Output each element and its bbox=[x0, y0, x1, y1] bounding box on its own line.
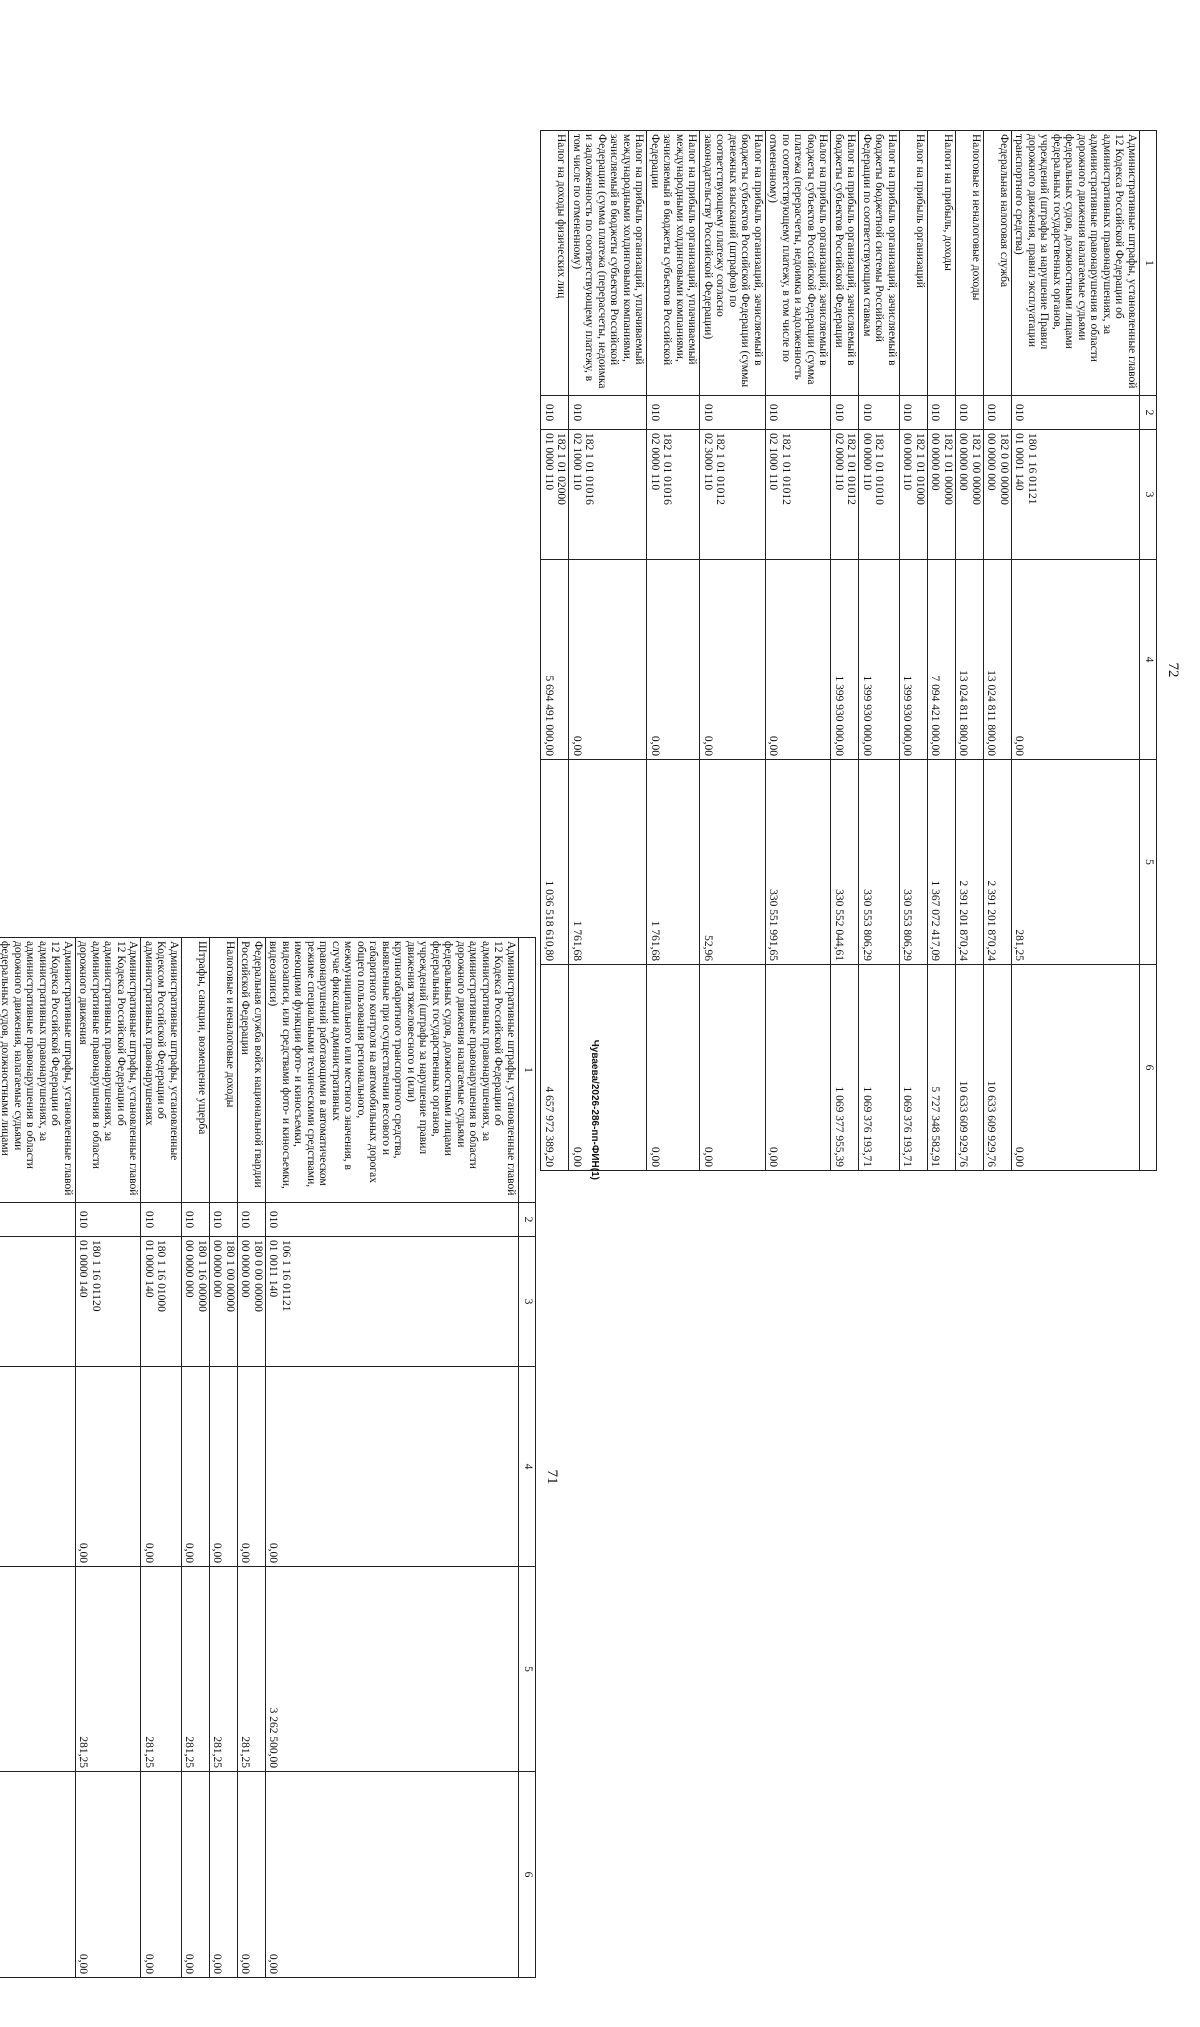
approved-amount-cell: 0,00 bbox=[569, 560, 647, 760]
table-row bbox=[766, 131, 832, 1171]
table-row bbox=[1012, 131, 1140, 1171]
line-code-cell: 010 bbox=[859, 396, 900, 430]
unexecuted-amount-cell: 0,00 bbox=[266, 1772, 519, 1978]
description-cell: Федеральная налоговая служба bbox=[984, 131, 1012, 396]
unexecuted-amount-cell: 0,00 bbox=[766, 965, 832, 1171]
executed-amount-cell: 2 391 201 870,24 bbox=[956, 760, 984, 965]
table-row bbox=[182, 938, 210, 1978]
unexecuted-amount-cell: 0,00 bbox=[141, 1772, 182, 1978]
budget-code-cell: 180 1 16 01121 01 0001 140 bbox=[1012, 430, 1140, 560]
approved-amount-cell: 0,00 bbox=[238, 1367, 266, 1567]
approved-amount-cell: 1 399 930 000,00 bbox=[900, 560, 928, 760]
approved-amount-cell: 7 094 421 000,00 bbox=[928, 560, 956, 760]
executed-amount-cell: 281,25 bbox=[76, 1567, 142, 1772]
approved-amount-cell: 0,00 bbox=[141, 1367, 182, 1567]
table-body bbox=[541, 131, 1140, 1171]
executed-amount-cell: 1 036 518 610,80 bbox=[541, 760, 569, 965]
executed-amount-cell: 1 761,68 bbox=[647, 760, 700, 965]
description-cell: Административные штрафы, установленные главой 12 Кодекса Российской Федерации об административных правонарушениях, за административные правонарушения в области дорожного движения налагаемые судьями федеральных судов, должностными лицами федеральных государственных органов, учреждений (штрафы за нарушение Правил дорожного движения, правил эксплуатации транспортного средства) bbox=[1012, 131, 1140, 396]
unexecuted-amount-cell: 0,00 bbox=[210, 1772, 238, 1978]
approved-amount-cell: 0,00 bbox=[700, 560, 766, 760]
line-code-cell: 010 bbox=[76, 1203, 142, 1237]
budget-code-cell: 182 1 01 01010 00 0000 110 bbox=[859, 430, 900, 560]
description-cell: Налоговые и неналоговые доходы bbox=[956, 131, 984, 396]
line-code-cell: 010 bbox=[266, 1203, 519, 1237]
executed-amount-cell: 3 262 500,00 bbox=[266, 1567, 519, 1772]
approved-amount-cell: 0,00 bbox=[182, 1367, 210, 1567]
unexecuted-amount-cell: 5 727 348 582,91 bbox=[928, 965, 956, 1171]
budget-code-cell: 182 1 01 01000 00 0000 110 bbox=[900, 430, 928, 560]
col-header-2: 2 bbox=[1140, 396, 1157, 430]
description-cell: Налоги на прибыль, доходы bbox=[928, 131, 956, 396]
executed-amount-cell: 1 761,68 bbox=[569, 760, 647, 965]
budget-code-cell: 180 1 16 00000 00 0000 000 bbox=[182, 1237, 210, 1367]
table-row bbox=[76, 938, 142, 1978]
unexecuted-amount-cell: 0,00 bbox=[182, 1772, 210, 1978]
approved-amount-cell: 13 024 811 800,00 bbox=[956, 560, 984, 760]
col-header-5: 5 bbox=[519, 1567, 536, 1772]
description-cell: Налог на прибыль организаций, зачисляемый в бюджеты субъектов Российской Федерации (сумма платежа (перерасчеты, недоимка и задолженность по соответствующему платежу, в том числе по отмененному) bbox=[766, 131, 832, 396]
line-code-cell: 010 bbox=[210, 1203, 238, 1237]
description-cell: Налог на прибыль организаций, уплачиваемый международными холдинговыми компаниями, зачисляемый в бюджеты субъектов Российской Федерации (сумма платежа (перерасчеты, недоимка и задолженность по соответствующему платежу, в том числе по отмененному) bbox=[569, 131, 647, 396]
table-row bbox=[647, 131, 700, 1171]
line-code-cell: 010 bbox=[182, 1203, 210, 1237]
document-page-71 bbox=[0, 927, 564, 2027]
approved-amount-cell bbox=[0, 1367, 76, 1567]
budget-code-cell: 182 1 01 02000 01 0000 110 bbox=[541, 430, 569, 560]
unexecuted-amount-cell bbox=[0, 1772, 76, 1978]
table-row bbox=[569, 131, 647, 1171]
description-cell: Штрафы, санкции, возмещение ущерба bbox=[182, 938, 210, 1203]
table-row bbox=[700, 131, 766, 1171]
unexecuted-amount-cell: 4 657 972 389,20 bbox=[541, 965, 569, 1171]
col-header-6: 6 bbox=[1140, 965, 1157, 1171]
unexecuted-amount-cell: 1 069 376 193,71 bbox=[859, 965, 900, 1171]
description-cell: Административные штрафы, установленные Кодексом Российской Федерации об административных правонарушениях bbox=[141, 938, 182, 1203]
table-row bbox=[141, 938, 182, 1978]
executed-amount-cell: 2 391 201 870,24 bbox=[984, 760, 1012, 965]
description-cell: Налог на доходы физических лиц bbox=[541, 131, 569, 396]
budget-code-cell: 180 1 16 01000 01 0000 140 bbox=[141, 1237, 182, 1367]
table-row bbox=[984, 131, 1012, 1171]
line-code-cell: 010 bbox=[984, 396, 1012, 430]
budget-code-cell: 180 1 00 00000 00 0000 000 bbox=[210, 1237, 238, 1367]
line-code-cell: 010 bbox=[928, 396, 956, 430]
budget-code-cell bbox=[0, 1237, 76, 1367]
table-row bbox=[541, 131, 569, 1171]
budget-code-cell: 182 1 01 00000 00 0000 000 bbox=[928, 430, 956, 560]
line-code-cell: 010 bbox=[956, 396, 984, 430]
line-code-cell: 010 bbox=[141, 1203, 182, 1237]
executed-amount-cell: 330 552 044,61 bbox=[831, 760, 859, 965]
executed-amount-cell: 330 553 806,29 bbox=[900, 760, 928, 965]
unexecuted-amount-cell: 10 633 609 929,76 bbox=[956, 965, 984, 1171]
executed-amount-cell: 330 551 991,65 bbox=[766, 760, 832, 965]
unexecuted-amount-cell: 0,00 bbox=[76, 1772, 142, 1978]
line-code-cell: 010 bbox=[647, 396, 700, 430]
executed-amount-cell: 281,25 bbox=[238, 1567, 266, 1772]
col-header-2: 2 bbox=[519, 1203, 536, 1237]
header-row bbox=[1140, 131, 1157, 1171]
approved-amount-cell: 0,00 bbox=[210, 1367, 238, 1567]
description-cell: Административные штрафы, установленные главой 12 Кодекса Российской Федерации об административных правонарушениях, за административные правонарушения в области дорожного движения налагаемые судьями федеральных судов, должностными лицами федеральных государственных органов, учреждений (штрафы за нарушение правил движения тяжеловесного и (или) крупногабаритного транспортного средства, выявленные при осуществлении весового и габаритного контроля на автомобильных дорогах общего пользования регионального, межмуниципального или местного значения, в случае фиксации административных правонарушений работающими в автоматическом режиме специальными техническими средствами, имеющими функции фото- и киносъемки, видеозаписи, или средствами фото- и киносъемки, видеозаписи) bbox=[266, 938, 519, 1203]
col-header-1: 1 bbox=[1140, 131, 1157, 396]
executed-amount-cell: 330 553 806,29 bbox=[859, 760, 900, 965]
budget-code-cell: 182 1 01 01012 02 0000 110 bbox=[831, 430, 859, 560]
budget-table bbox=[0, 937, 536, 1978]
budget-code-cell: 182 1 01 01012 02 3000 110 bbox=[700, 430, 766, 560]
approved-amount-cell: 0,00 bbox=[766, 560, 832, 760]
table-row bbox=[831, 131, 859, 1171]
col-header-3: 3 bbox=[519, 1237, 536, 1367]
budget-code-cell: 182 1 01 01012 02 1000 110 bbox=[766, 430, 832, 560]
header-row bbox=[519, 938, 536, 1978]
budget-code-cell: 180 1 16 01120 01 0000 140 bbox=[76, 1237, 142, 1367]
unexecuted-amount-cell: 0,00 bbox=[569, 965, 647, 1171]
description-cell: Налог на прибыль организаций, зачисляемый в бюджеты субъектов Российской Федерации bbox=[831, 131, 859, 396]
description-cell: Налог на прибыль организаций, зачисляемый в бюджеты бюджетной системы Российской Федерации по соответствующим ставкам bbox=[859, 131, 900, 396]
executed-amount-cell: 281,25 bbox=[141, 1567, 182, 1772]
col-header-6: 6 bbox=[519, 1772, 536, 1978]
line-code-cell: 010 bbox=[541, 396, 569, 430]
table-row bbox=[956, 131, 984, 1171]
col-header-1: 1 bbox=[519, 938, 536, 1203]
page-number: 72 bbox=[1165, 662, 1181, 678]
description-cell: Федеральная служба войск национальной гвардии Российской Федерации bbox=[238, 938, 266, 1203]
document-footer: Чуваева/2026-286-пп-ФИН(1) bbox=[589, 1039, 600, 1180]
unexecuted-amount-cell: 10 633 609 929,76 bbox=[984, 965, 1012, 1171]
description-cell: Налог на прибыль организаций bbox=[900, 131, 928, 396]
approved-amount-cell: 1 399 930 000,00 bbox=[831, 560, 859, 760]
executed-amount-cell: 1 367 072 417,09 bbox=[928, 760, 956, 965]
unexecuted-amount-cell: 0,00 bbox=[647, 965, 700, 1171]
description-cell: Налог на прибыль организаций, уплачиваемый международными холдинговыми компаниями, зачисляемый в бюджеты субъектов Российской Федерации bbox=[647, 131, 700, 396]
table-row bbox=[266, 938, 519, 1978]
unexecuted-amount-cell: 0,00 bbox=[700, 965, 766, 1171]
table-row bbox=[238, 938, 266, 1978]
document-page-72 bbox=[543, 120, 1185, 1220]
executed-amount-cell: 52,96 bbox=[700, 760, 766, 965]
budget-table bbox=[541, 130, 1158, 1171]
budget-code-cell: 182 0 00 00000 00 0000 000 bbox=[984, 430, 1012, 560]
unexecuted-amount-cell: 1 069 376 193,71 bbox=[900, 965, 928, 1171]
table-row bbox=[900, 131, 928, 1171]
approved-amount-cell: 5 694 491 000,00 bbox=[541, 560, 569, 760]
unexecuted-amount-cell: 0,00 bbox=[1012, 965, 1140, 1171]
table-row bbox=[859, 131, 900, 1171]
line-code-cell: 010 bbox=[238, 1203, 266, 1237]
approved-amount-cell: 13 024 811 800,00 bbox=[984, 560, 1012, 760]
description-cell: Налог на прибыль организаций, зачисляемый в бюджеты субъектов Российской Федерации (суммы денежных взысканий (штрафов) по соответствующему платежу согласно законодательству Российской Федерации) bbox=[700, 131, 766, 396]
table-row bbox=[210, 938, 238, 1978]
table-row bbox=[0, 938, 76, 1978]
line-code-cell: 010 bbox=[700, 396, 766, 430]
line-code-cell: 010 bbox=[569, 396, 647, 430]
budget-code-cell: 182 1 01 01016 02 0000 110 bbox=[647, 430, 700, 560]
line-code-cell: 010 bbox=[900, 396, 928, 430]
line-code-cell bbox=[0, 1203, 76, 1237]
description-cell: Административные штрафы, установленные главой 12 Кодекса Российской Федерации об административных правонарушениях, за административные правонарушения в области дорожного движения, налагаемые судьями федеральных судов, должностными лицами bbox=[0, 938, 76, 1203]
budget-code-cell: 182 1 01 01016 02 1000 110 bbox=[569, 430, 647, 560]
unexecuted-amount-cell: 1 069 377 955,39 bbox=[831, 965, 859, 1171]
line-code-cell: 010 bbox=[1012, 396, 1140, 430]
budget-code-cell: 180 0 00 00000 00 0000 000 bbox=[238, 1237, 266, 1367]
executed-amount-cell: 281,25 bbox=[1012, 760, 1140, 965]
approved-amount-cell: 0,00 bbox=[647, 560, 700, 760]
col-header-3: 3 bbox=[1140, 430, 1157, 560]
description-cell: Административные штрафы, установленные главой 12 Кодекса Российской Федерации об административных правонарушениях, за административные правонарушения в области дорожного движения bbox=[76, 938, 142, 1203]
col-header-5: 5 bbox=[1140, 760, 1157, 965]
table-body bbox=[0, 938, 519, 1978]
budget-code-cell: 182 1 00 00000 00 0000 000 bbox=[956, 430, 984, 560]
executed-amount-cell bbox=[0, 1567, 76, 1772]
approved-amount-cell: 0,00 bbox=[266, 1367, 519, 1567]
unexecuted-amount-cell: 0,00 bbox=[238, 1772, 266, 1978]
line-code-cell: 010 bbox=[831, 396, 859, 430]
col-header-4: 4 bbox=[519, 1367, 536, 1567]
approved-amount-cell: 0,00 bbox=[76, 1367, 142, 1567]
executed-amount-cell: 281,25 bbox=[210, 1567, 238, 1772]
col-header-4: 4 bbox=[1140, 560, 1157, 760]
approved-amount-cell: 1 399 930 000,00 bbox=[859, 560, 900, 760]
line-code-cell: 010 bbox=[766, 396, 832, 430]
budget-code-cell: 106 1 16 01121 01 0011 140 bbox=[266, 1237, 519, 1367]
page-number: 71 bbox=[544, 1469, 560, 1485]
approved-amount-cell: 0,00 bbox=[1012, 560, 1140, 760]
table-row bbox=[928, 131, 956, 1171]
description-cell: Налоговые и неналоговые доходы bbox=[210, 938, 238, 1203]
executed-amount-cell: 281,25 bbox=[182, 1567, 210, 1772]
